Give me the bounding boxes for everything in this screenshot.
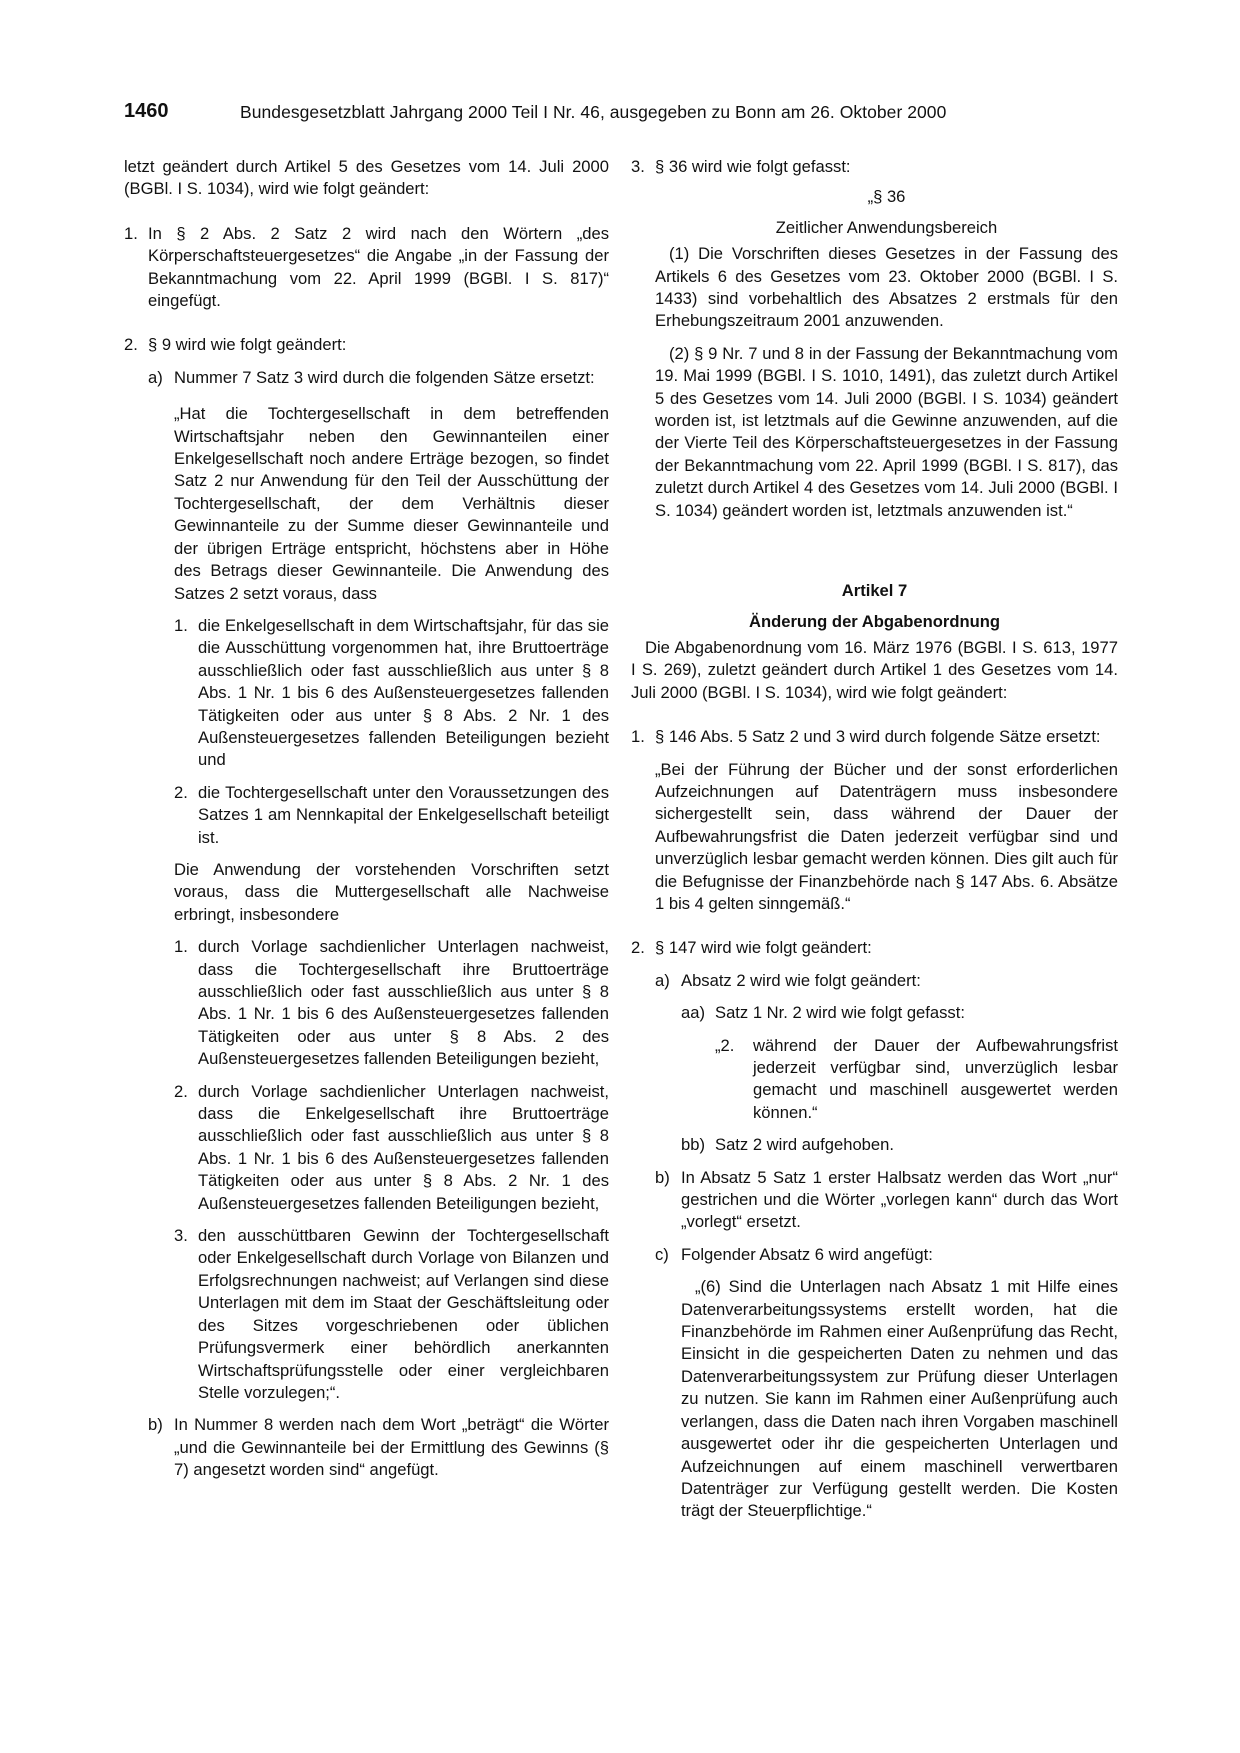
item-text: durch Vorlage sachdienlicher Unterlagen nachweist, dass die Tochtergesellschaft ihre Bruttoerträge ausschließlich oder fast ausschließlich aus unter § 8 Abs. 1 Nr. 1 bis 6 des Außensteuergesetzes fallenden Tätigkeiten oder aus unter § 8 Abs. 2 des Außensteuergesetzes fallenden Beteiligungen bezieht, [198,937,609,1069]
page-header [124,99,1004,129]
list-item [655,970,1118,992]
list-item [681,1002,1118,1024]
item-text: § 9 wird wie folgt geändert: [148,335,347,355]
list-item [174,782,609,849]
item-number: 2. [174,782,188,802]
article-heading: Artikel 7 [841,581,908,601]
item-number: „2. [715,1035,735,1055]
item-letter: b) [148,1415,163,1435]
item-text: durch Vorlage sachdienlicher Unterlagen nachweist, dass die Enkelgesellschaft ihre Bruttoerträge ausschließlich oder fast ausschließlich aus unter § 8 Abs. 1 Nr. 1 bis 6 des Außensteuergesetzes fallenden Tätigkeiten oder aus unter § 8 Abs. 2 Nr. 1 des Außensteuergesetzes fallenden Beteiligungen bezieht, [198,1081,609,1213]
left-column [124,156,609,1482]
list-item [631,937,1118,959]
item-text: Nummer 7 Satz 3 wird durch die folgenden Sätze ersetzt: [174,367,595,387]
item-text: während der Dauer der Aufbewahrungsfrist jederzeit verfügbar sind, unverzüglich lesbar gemacht und maschinell ausgewertet werden können.“ [753,1035,1118,1122]
item-number: 1. [124,223,138,243]
item-number: 1. [174,615,188,635]
list-item [174,615,609,772]
item-text: Folgender Absatz 6 wird angefügt: [681,1244,933,1264]
list-item [655,1244,1118,1266]
item-letter: bb) [681,1135,705,1155]
item-text: In § 2 Abs. 2 Satz 2 wird nach den Wörtern „des Körperschaftsteuergesetzes“ die Angabe „in der Fassung der Bekanntmachung vom 22. April 1999 (BGBl. I S. 817)“ eingefügt. [148,223,609,311]
item-number: 2. [174,1081,188,1101]
list-item [631,156,1118,178]
item-letter: a) [148,367,163,387]
item-number: 3. [631,157,645,176]
item-text: § 147 wird wie folgt geändert: [655,938,872,958]
paragraph: (1) Die Vorschriften dieses Gesetzes in der Fassung des Artikels 6 des Gesetzes vom 23. Oktober 2000 (BGBl. I S. 1433) sind vorbehaltlich des Absatzes 2 erstmals für den Erhebungszeitraum 2001 anzuwenden. [655,244,1118,331]
list-item [631,726,1118,748]
item-number: 2. [631,938,645,958]
item-number: 3. [174,1226,188,1246]
item-text: die Tochtergesellschaft unter den Voraussetzungen des Satzes 1 am Nennkapital der Enkelgesellschaft beteiligt ist. [198,782,609,847]
item-text: Satz 2 wird aufgehoben. [715,1135,894,1155]
list-item [124,223,609,313]
item-text: Absatz 2 wird wie folgt geändert: [681,970,921,990]
item-number: 2. [124,335,138,355]
quote-paragraph: „Bei der Führung der Bücher und der sonst erforderlichen Aufzeichnungen auf Datenträgern muss insbesondere sichergestellt sein, dass während der Dauer der Aufbewahrungsfrist die Daten jederzeit verfügbar sind und unverzüglich lesbar gemacht werden können. Dies gilt auch für die Befugnisse der Finanzbehörde nach § 147 Abs. 6. Absätze 1 bis 4 gelten sinngemäß.“ [655,759,1118,913]
list-item [655,1167,1118,1234]
item-number: 1. [631,727,645,747]
page-number: 1460 [124,100,169,122]
list-item [148,1414,609,1481]
item-text: den ausschüttbaren Gewinn der Tochtergesellschaft oder Enkelgesellschaft durch Vorlage von Bilanzen und Erfolgsrechnungen nachweist; auf Verlangen sind diese Unterlagen mit dem im Staat der Geschäftsleitung oder des Sitzes vorgeschriebenen oder üblichen Prüfungsvermerk einer behördlich anerkannten Wirtschaftsprüfungsstelle oder einer vergleichbaren Stelle vorzulegen;“. [198,1226,609,1402]
item-text: In Absatz 5 Satz 1 erster Halbsatz werden das Wort „nur“ gestrichen und die Wörter „vorlegen kann“ durch das Wort „vorlegt“ ersetzt. [681,1167,1118,1232]
item-text: § 146 Abs. 5 Satz 2 und 3 wird durch folgende Sätze ersetzt: [655,727,1101,747]
item-text: In Nummer 8 werden nach dem Wort „beträgt“ die Wörter „und die Gewinnanteile bei der Ermittlung des Gewinns (§ 7) angesetzt worden sind“ angefügt. [174,1415,609,1480]
intro-paragraph: letzt geändert durch Artikel 5 des Gesetzes vom 14. Juli 2000 (BGBl. I S. 1034), wird wie folgt geändert: [124,157,609,199]
item-letter: b) [655,1167,670,1187]
list-item [681,1134,1118,1156]
list-item [124,334,609,356]
section-heading: „§ 36 [867,187,906,207]
item-text: die Enkelgesellschaft in dem Wirtschaftsjahr, für das sie die Ausschüttung vorgenommen hat, ihre Bruttoerträge ausschließlich oder fast ausschließlich aus unter § 8 Abs. 1 Nr. 1 bis 6 des Außensteuergesetzes fallenden Tätigkeiten oder aus unter § 8 Abs. 2 Nr. 1 des Außensteuergesetzes fallenden Beteiligungen bezieht und [198,615,609,770]
header-title: Bundesgesetzblatt Jahrgang 2000 Teil I Nr. 46, ausgegeben zu Bonn am 26. Oktober 2000 [240,102,947,122]
paragraph: (2) § 9 Nr. 7 und 8 in der Fassung der Bekanntmachung vom 19. Mai 1999 (BGBl. I S. 1010, 1491), das zuletzt durch Artikel 5 des Gesetzes vom 14. Juli 2000 (BGBl. I S. 1034) geändert worden ist, ist letztmals auf die Gewinne anzuwenden, auf die der Vierte Teil des Körperschaftsteuergesetzes in der Fassung der Bekanntmachung vom 22. April 1999 (BGBl. I S. 817), das zuletzt durch Artikel 4 des Gesetzes vom 14. Juli 2000 (BGBl. I S. 1034) geändert worden ist, letztmals anzuwenden ist.“ [655,343,1118,520]
paragraph: Die Abgabenordnung vom 16. März 1976 (BGBl. I S. 613, 1977 I S. 269), zuletzt geändert durch Artikel 1 des Gesetzes vom 14. Juli 2000 (BGBl. I S. 1034), wird wie folgt geändert: [631,637,1118,702]
list-item [174,1225,609,1404]
item-text: Satz 1 Nr. 2 wird wie folgt gefasst: [715,1003,965,1023]
list-item [148,367,609,389]
list-item [715,1035,1118,1125]
article-title: Änderung der Abgabenordnung [748,611,1001,631]
right-column [631,156,1118,1523]
paragraph: Die Anwendung der vorstehenden Vorschriften setzt voraus, dass die Muttergesellschaft alle Nachweise erbringt, insbesondere [174,859,609,924]
list-item [174,936,609,1070]
item-text: § 36 wird wie folgt gefasst: [655,157,851,176]
item-letter: a) [655,970,670,990]
list-item [174,1081,609,1215]
quote-paragraph: „(6) Sind die Unterlagen nach Absatz 1 mit Hilfe eines Datenverarbeitungssystems erstellt worden, hat die Finanzbehörde im Rahmen einer Außenprüfung das Recht, Einsicht in die gespeicherten Daten zu nehmen und das Datenverarbeitungssystem zur Prüfung dieser Unterlagen zu nutzen. Sie kann im Rahmen einer Außenprüfung auch verlangen, dass die Daten nach ihren Vorgaben maschinell ausgewertet oder ihr die gespeicherten Unterlagen und Aufzeichnungen auf einem maschinell verwertbaren Datenträger zur Verfügung gestellt werden. Die Kosten trägt der Steuerpflichtige.“ [681,1277,1118,1521]
quote-paragraph: „Hat die Tochtergesellschaft in dem betreffenden Wirtschaftsjahr neben den Gewinnanteilen einer Enkelgesellschaft noch andere Erträge bezogen, so findet Satz 2 nur Anwendung für den Teil der Ausschüttung der Tochtergesellschaft, der dem Verhältnis dieser Gewinnanteile zu der Summe dieser Gewinnanteile und der übrigen Erträge entspricht, höchstens aber in Höhe des Betrags dieser Gewinnanteile. Die Anwendung des Satzes 2 setzt voraus, dass [174,404,609,603]
item-letter: aa) [681,1003,705,1023]
section-title: Zeitlicher Anwendungsbereich [775,217,998,237]
item-number: 1. [174,937,188,957]
item-letter: c) [655,1244,669,1264]
